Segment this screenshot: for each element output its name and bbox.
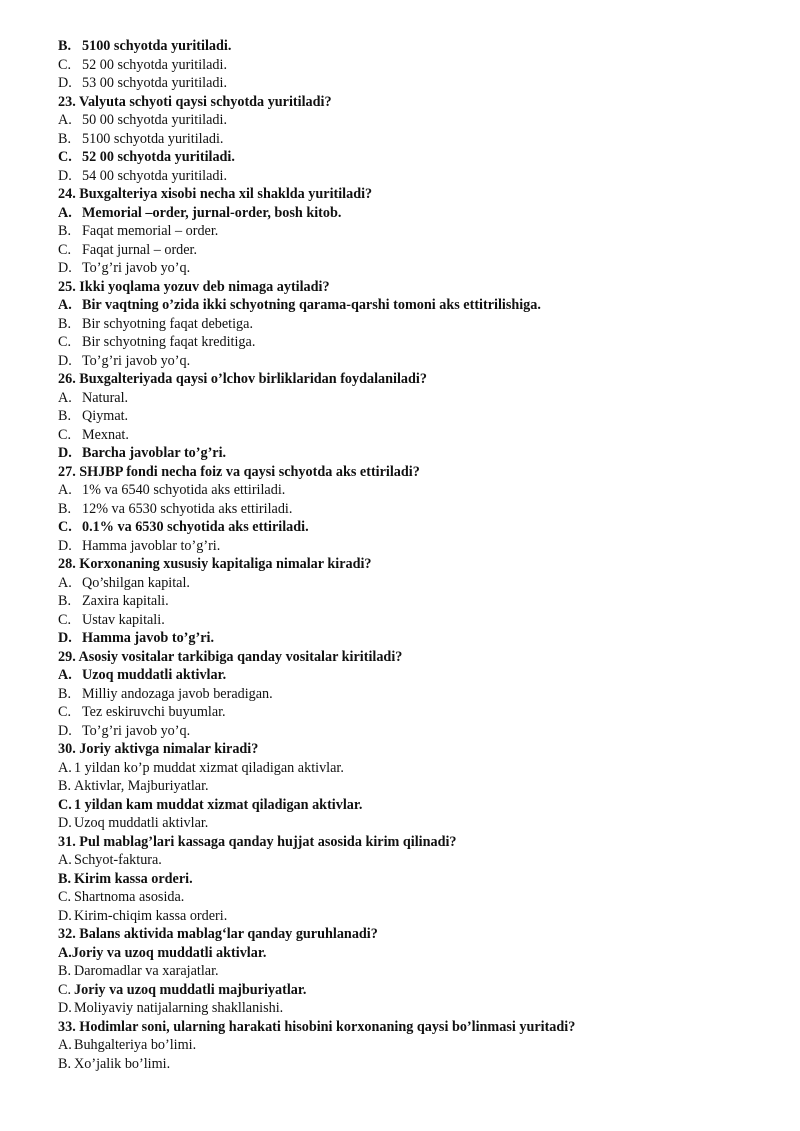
correct-answer-text: Hamma javob to’g’ri. [82, 630, 214, 646]
answer-option [58, 315, 778, 334]
answer-option [58, 481, 778, 500]
option-text: Schyot-faktura. [74, 852, 162, 868]
option-text: Milliy andozaga javob beradigan. [82, 685, 273, 702]
option-letter: D. [58, 722, 72, 739]
correct-answer-text: Bir vaqtning o’zida ikki schyotning qarama-qarshi tomoni aks ettitrilishiga. [82, 297, 541, 313]
option-letter: D. [58, 815, 72, 831]
option-letter: B. [58, 963, 72, 979]
option-text: Bir schyotning faqat kreditiga. [82, 334, 256, 350]
question-line [58, 833, 778, 852]
answer-option [58, 574, 778, 593]
option-text: 54 00 schyotda yuritiladi. [82, 167, 228, 184]
answer-option [58, 204, 778, 223]
answer-option [58, 111, 778, 130]
option-text: Qo’shilgan kapital. [82, 574, 190, 591]
answer-option [58, 222, 778, 241]
answer-option [58, 870, 778, 889]
question-text: 28. Korxonaning xususiy kapitaliga nimalar kiradi? [58, 556, 372, 572]
answer-option [58, 500, 778, 519]
correct-answer-text: 1 yildan kam muddat xizmat qiladigan aktivlar. [74, 796, 363, 813]
option-letter: C. [58, 796, 72, 813]
option-letter: A. [58, 297, 72, 313]
question-text: 32. Balans aktivida mablag‘lar qanday guruhlanadi? [58, 926, 378, 942]
option-text: 52 00 schyotda yuritiladi. [82, 56, 228, 73]
option-letter: D. [58, 352, 72, 369]
option-letter: D. [58, 75, 72, 91]
question-line [58, 185, 778, 204]
option-letter: B. [58, 593, 72, 609]
answer-option [58, 407, 778, 426]
answer-option [58, 1036, 778, 1055]
answer-option [58, 888, 778, 907]
correct-answer-text: Joriy va uzoq muddatli aktivlar. [71, 944, 267, 961]
option-letter: A. [58, 204, 72, 221]
option-letter: A. [58, 389, 72, 406]
question-line [58, 370, 778, 389]
answer-option [58, 241, 778, 260]
correct-answer-text: Joriy va uzoq muddatli majburiyatlar. [74, 981, 307, 998]
option-letter: C. [58, 149, 72, 165]
answer-option [58, 851, 778, 870]
answer-option [58, 37, 778, 56]
option-text: Faqat jurnal – order. [82, 241, 198, 258]
question-line [58, 1018, 778, 1037]
answer-option [58, 962, 778, 981]
option-text: Buhgalteriya bo’limi. [74, 1037, 197, 1053]
option-text: To’g’ri javob yo’q. [82, 722, 191, 739]
option-letter: A. [58, 482, 72, 498]
option-text: Moliyaviy natijalarning shakllanishi. [74, 1000, 284, 1016]
answer-option [58, 703, 778, 722]
option-text: 50 00 schyotda yuritiladi. [82, 112, 228, 128]
answer-option [58, 296, 778, 315]
question-line [58, 740, 778, 759]
option-text: 12% va 6530 schyotida aks ettiriladi. [82, 500, 293, 517]
correct-answer-text: 5100 schyotda yuritiladi. [82, 38, 232, 54]
answer-option [58, 352, 778, 371]
option-text: Bir schyotning faqat debetiga. [82, 315, 253, 332]
option-text: Ustav kapitali. [82, 611, 165, 628]
option-text: To’g’ri javob yo’q. [82, 260, 191, 276]
option-letter: A. [58, 759, 72, 776]
question-text: 27. SHJBP fondi necha foiz va qaysi schyotda aks ettiriladi? [58, 463, 420, 480]
correct-answer-text: Uzoq muddatli aktivlar. [82, 667, 227, 683]
option-letter: A. [58, 852, 72, 868]
question-text: 33. Hodimlar soni, ularning harakati hisobini korxonaning qaysi bo’linmasi yuritadi? [58, 1018, 576, 1035]
question-line [58, 555, 778, 574]
option-text: Kirim-chiqim kassa orderi. [74, 907, 228, 924]
question-text: 23. Valyuta schyoti qaysi schyotda yuritiladi? [58, 93, 332, 110]
answer-option [58, 907, 778, 926]
answer-option [58, 537, 778, 556]
answer-option [58, 426, 778, 445]
option-letter: A. [58, 667, 72, 683]
answer-option [58, 167, 778, 186]
option-letter: D. [58, 907, 72, 924]
correct-answer-text: Barcha javoblar to’g’ri. [82, 445, 227, 461]
option-letter: B. [58, 38, 72, 54]
test-document [58, 37, 778, 1073]
answer-option [58, 1055, 778, 1074]
option-text: 1% va 6540 schyotida aks ettiriladi. [82, 482, 286, 498]
correct-answer-text: 0.1% va 6530 schyotida aks ettiriladi. [82, 519, 309, 535]
option-letter: C. [58, 889, 72, 905]
question-text: 31. Pul mablag’lari kassaga qanday hujjat asosida kirim qilinadi? [58, 833, 457, 850]
option-letter: D. [58, 537, 72, 554]
answer-option [58, 333, 778, 352]
option-letter: B. [58, 500, 72, 517]
option-text: Qiymat. [82, 408, 129, 424]
option-text: Uzoq muddatli aktivlar. [74, 815, 209, 831]
option-letter: C. [58, 611, 72, 628]
question-line [58, 463, 778, 482]
option-letter: B. [58, 408, 72, 424]
answer-option [58, 814, 778, 833]
option-letter: B. [58, 130, 72, 147]
question-text: 29. Asosiy vositalar tarkibiga qanday vositalar kiritiladi? [58, 648, 403, 665]
answer-option [58, 777, 778, 796]
option-letter: B. [58, 685, 72, 702]
correct-answer-text: Memorial –order, jurnal-order, bosh kitob. [82, 204, 342, 221]
option-text: Shartnoma asosida. [74, 889, 185, 905]
answer-option [58, 148, 778, 167]
option-text: Tez eskiruvchi buyumlar. [82, 704, 226, 720]
option-letter: C. [58, 519, 72, 535]
answer-option [58, 722, 778, 741]
option-letter: D. [58, 445, 72, 461]
option-text: Faqat memorial – order. [82, 223, 219, 239]
option-letter: A. [58, 112, 72, 128]
option-letter: B. [58, 778, 72, 794]
option-letter: D. [58, 1000, 72, 1016]
option-letter: C. [58, 334, 72, 350]
option-text: Natural. [82, 389, 129, 406]
option-letter: A. [58, 944, 72, 961]
correct-answer-text: Kirim kassa orderi. [74, 870, 193, 887]
question-text: 30. Joriy aktivga nimalar kiradi? [58, 741, 259, 757]
question-line [58, 93, 778, 112]
answer-option [58, 666, 778, 685]
answer-option [58, 259, 778, 278]
option-letter: D. [58, 630, 72, 646]
option-letter: D. [58, 167, 72, 184]
option-text: Hamma javoblar to’g’ri. [82, 537, 221, 554]
option-letter: C. [58, 241, 72, 258]
option-letter: C. [58, 704, 72, 720]
option-text: Daromadlar va xarajatlar. [74, 963, 219, 979]
option-letter: A. [58, 1037, 72, 1053]
answer-option [58, 444, 778, 463]
option-text: 53 00 schyotda yuritiladi. [82, 75, 228, 91]
answer-option [58, 796, 778, 815]
answer-option [58, 592, 778, 611]
option-letter: B. [58, 223, 72, 239]
answer-option [58, 611, 778, 630]
answer-option [58, 389, 778, 408]
question-text: 24. Buxgalteriya xisobi necha xil shaklda yuritiladi? [58, 186, 373, 202]
answer-option [58, 944, 778, 963]
answer-option [58, 130, 778, 149]
option-letter: C. [58, 981, 72, 998]
answer-option [58, 981, 778, 1000]
option-letter: B. [58, 870, 72, 887]
option-text: To’g’ri javob yo’q. [82, 352, 191, 369]
question-text: 26. Buxgalteriyada qaysi o’lchov birliklaridan foydalaniladi? [58, 371, 427, 387]
answer-option [58, 759, 778, 778]
option-letter: A. [58, 574, 72, 591]
option-text: Xo’jalik bo’limi. [74, 1055, 171, 1072]
answer-option [58, 518, 778, 537]
option-letter: B. [58, 1055, 72, 1072]
question-line [58, 925, 778, 944]
answer-option [58, 629, 778, 648]
answer-option [58, 685, 778, 704]
question-line [58, 648, 778, 667]
option-text: 1 yildan ko’p muddat xizmat qiladigan aktivlar. [74, 759, 344, 776]
answer-option [58, 56, 778, 75]
question-text: 25. Ikki yoqlama yozuv deb nimaga aytiladi? [58, 278, 330, 295]
question-line [58, 278, 778, 297]
option-letter: C. [58, 426, 72, 443]
answer-option [58, 74, 778, 93]
option-letter: B. [58, 315, 72, 332]
option-letter: D. [58, 260, 72, 276]
answer-option [58, 999, 778, 1018]
correct-answer-text: 52 00 schyotda yuritiladi. [82, 149, 235, 165]
option-text: 5100 schyotda yuritiladi. [82, 130, 224, 147]
option-text: Aktivlar, Majburiyatlar. [74, 778, 209, 794]
option-text: Zaxira kapitali. [82, 593, 169, 609]
option-letter: C. [58, 56, 72, 73]
option-text: Mexnat. [82, 426, 129, 443]
